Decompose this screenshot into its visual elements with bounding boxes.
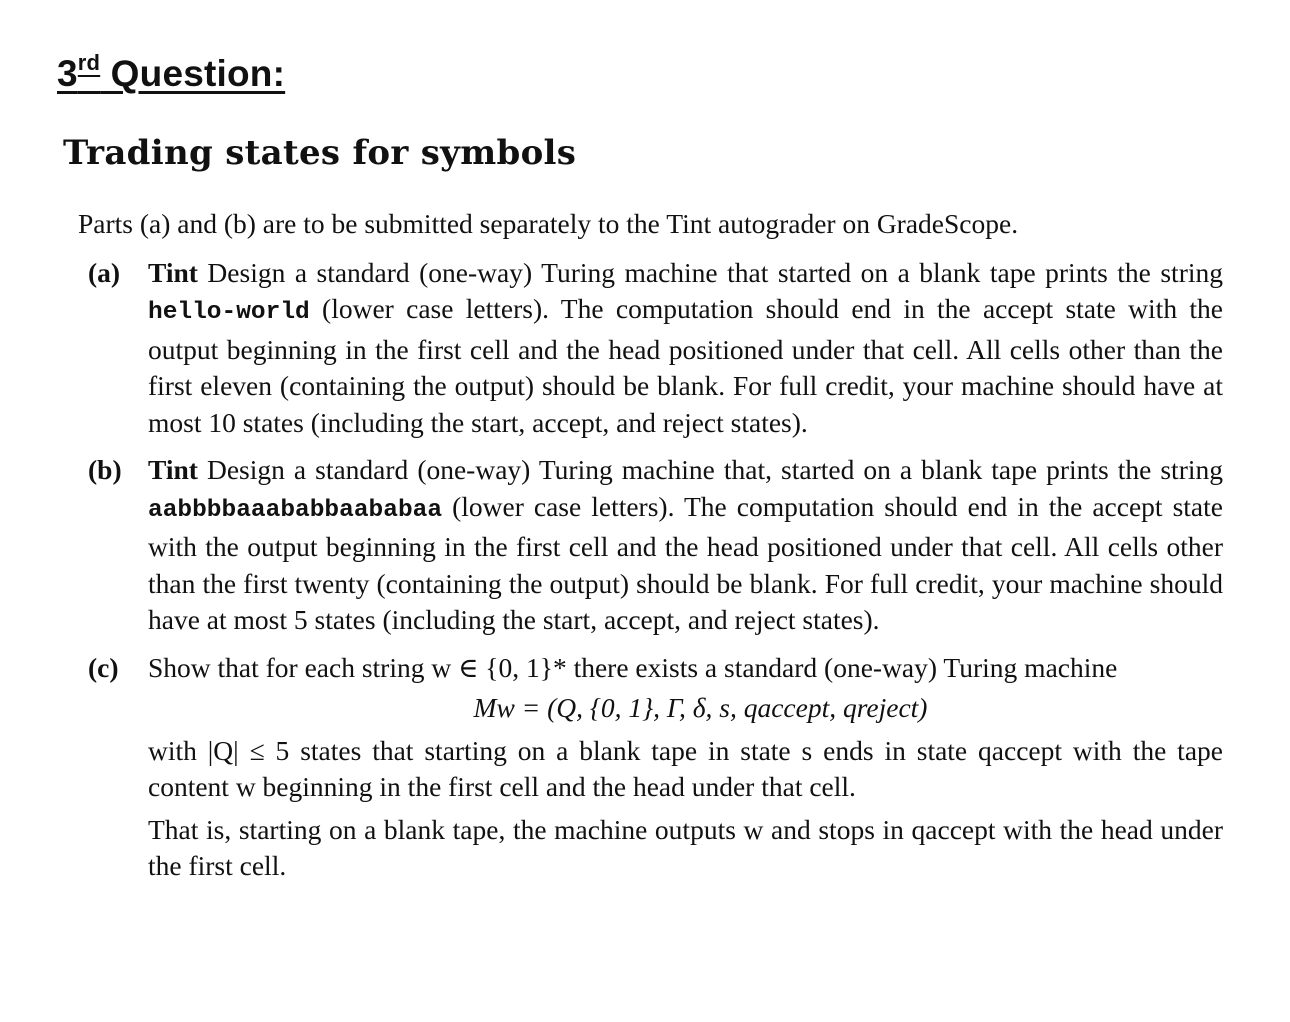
tint-tag: Tint [148, 454, 198, 485]
part-label: (c) [88, 651, 119, 683]
target-string: hello-world [148, 299, 310, 326]
part-b: (b) Tint Design a standard (one-way) Turing machine that, started on a blank tape prints the string aabbbbaaababbaababaa (lower case letters). The computation should end in the accept state with the output beginning in the first cell and the head positioned under that cell. All cells other than the first twenty (containing the output) should be blank. For full credit, your machine should have at most 5 states (including the start, accept, and reject states). [88, 454, 1223, 635]
machine-formula: Mw = (Q, {0, 1}, Γ, δ, s, qaccept, qreject) [473, 692, 928, 723]
question-heading: 3rd Question: [57, 50, 286, 94]
part-c-text: Show that for each string w ∈ {0, 1}* there exists a standard (one-way) Turing machine [148, 651, 1118, 683]
part-c-condition: with |Q| ≤ 5 states that starting on a blank tape in state s ends in state qaccept with the tape content w beginning in the first cell and the head under that cell. [148, 734, 1223, 802]
part-c-restatement: That is, starting on a blank tape, the machine outputs w and stops in qaccept with the head under the first cell. [148, 813, 1223, 881]
section-title: Trading states for symbols [63, 133, 577, 173]
intro-text: Parts (a) and (b) are to be submitted separately to the Tint autograder on GradeScope. [78, 208, 1019, 239]
tint-tag: Tint [148, 256, 198, 288]
question-body [78, 206, 1223, 896]
target-string: aabbbbaaababbaababaa [148, 496, 443, 524]
part-c [78, 650, 1223, 885]
part-label: (b) [88, 454, 122, 485]
part-label: (a) [88, 256, 121, 288]
part-a: (a) Tint Design a standard (one-way) Turing machine that started on a blank tape prints the string hello-world (lower case letters). The computation should end in the accept state with the output beginning in the first cell and the head positioned under that cell. All cells other than the first eleven (containing the output) should be blank. For full credit, your machine should have at most 10 states (including the start, accept, and reject states). [88, 256, 1223, 438]
